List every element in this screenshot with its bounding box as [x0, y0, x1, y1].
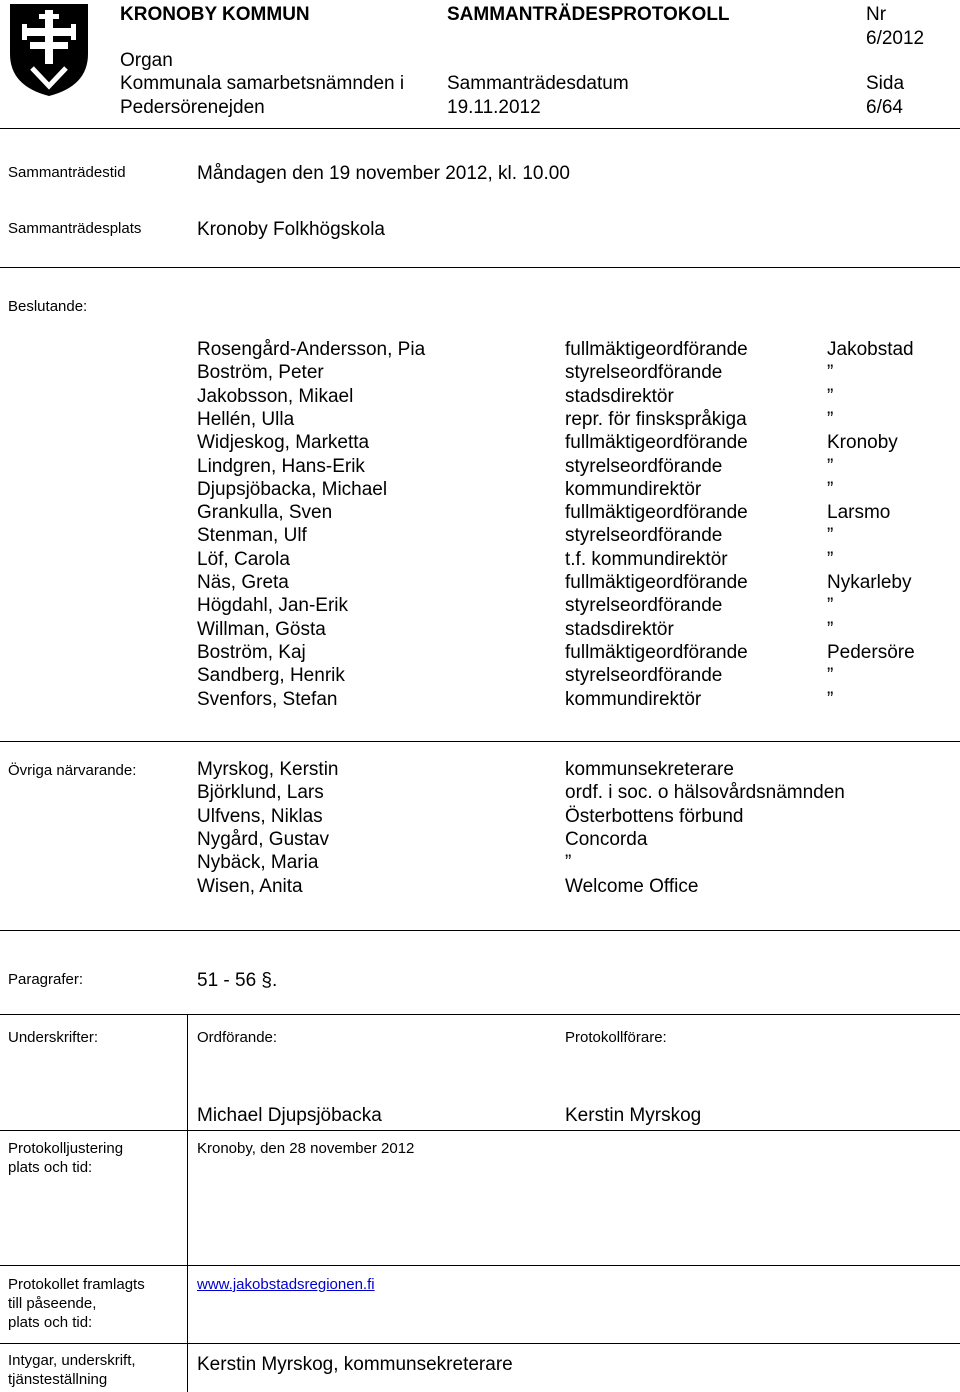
nr-value: 6/2012	[866, 28, 925, 49]
secretary-signature-name: Kerstin Myrskog	[565, 1105, 702, 1126]
member-name: Boström, Peter	[197, 362, 324, 384]
organ-name-line1: Kommunala samarbetsnämnden i	[120, 73, 405, 94]
member-name: Sandberg, Henrik	[197, 665, 345, 687]
other-present-row	[0, 782, 960, 805]
attendee-role: Österbottens förbund	[565, 805, 744, 827]
header-divider	[0, 128, 960, 129]
member-municipality: ”	[827, 525, 834, 547]
member-municipality: Larsmo	[827, 502, 891, 524]
section-divider	[0, 930, 960, 931]
attendee-role: Concorda	[565, 828, 648, 850]
member-name: Willman, Gösta	[197, 618, 326, 640]
member-role: kommundirektör	[565, 688, 702, 710]
member-name: Boström, Kaj	[197, 641, 306, 663]
attendee-name: Ulfvens, Niklas	[197, 805, 323, 827]
attendee-name: Myrskog, Kerstin	[197, 759, 339, 780]
decision-maker-row	[0, 479, 960, 502]
member-municipality: ”	[827, 478, 834, 500]
decision-maker-row	[0, 619, 960, 642]
member-name: Löf, Carola	[197, 548, 290, 570]
member-name: Lindgren, Hans-Erik	[197, 455, 365, 477]
member-role: styrelseordförande	[565, 525, 723, 547]
member-municipality: Pedersöre	[827, 641, 915, 663]
decision-maker-row	[0, 386, 960, 409]
member-role: fullmäktigeordförande	[565, 641, 748, 663]
kronoby-coat-of-arms-logo	[8, 2, 90, 98]
nr-label: Nr	[866, 4, 887, 25]
decision-maker-row	[0, 362, 960, 385]
member-role: fullmäktigeordförande	[565, 572, 748, 593]
member-municipality: ”	[827, 385, 834, 407]
other-present-row	[0, 759, 960, 782]
attendee-role: Welcome Office	[565, 875, 699, 897]
adjustment-label-line2: plats och tid:	[8, 1159, 93, 1176]
member-name: Näs, Greta	[197, 572, 289, 593]
other-present-row	[0, 806, 960, 829]
display-label-line2: till påseende,	[8, 1295, 97, 1312]
member-name: Grankulla, Sven	[197, 502, 333, 524]
decision-maker-row	[0, 595, 960, 618]
member-municipality: Nykarleby	[827, 572, 912, 593]
other-present-row	[0, 852, 960, 875]
section-divider	[0, 1130, 960, 1131]
member-role: fullmäktigeordförande	[565, 339, 748, 360]
attendee-name: Wisen, Anita	[197, 875, 303, 897]
member-municipality: Kronoby	[827, 432, 898, 454]
adjustment-value: Kronoby, den 28 november 2012	[197, 1140, 415, 1157]
section-divider	[0, 267, 960, 268]
municipality-name: KRONOBY KOMMUN	[120, 4, 310, 25]
secretary-label: Protokollförare:	[565, 1029, 667, 1046]
certificate-value: Kerstin Myrskog, kommunsekreterare	[197, 1354, 513, 1375]
member-municipality: ”	[827, 618, 834, 640]
decision-maker-row	[0, 665, 960, 688]
decision-maker-row	[0, 689, 960, 712]
member-name: Rosengård-Andersson, Pia	[197, 339, 426, 360]
member-role: repr. för finskspråkiga	[565, 408, 747, 430]
decision-maker-row	[0, 339, 960, 362]
decision-maker-row	[0, 456, 960, 479]
decision-maker-row	[0, 432, 960, 455]
member-role: styrelseordförande	[565, 362, 723, 384]
member-role: t.f. kommundirektör	[565, 548, 728, 570]
member-municipality: Jakobstad	[827, 339, 914, 360]
section-divider	[0, 1014, 960, 1015]
display-label-line1: Protokollet framlagts	[8, 1276, 145, 1293]
other-present-row	[0, 829, 960, 852]
decision-maker-row	[0, 502, 960, 525]
member-municipality: ”	[827, 548, 834, 570]
decision-maker-row	[0, 525, 960, 548]
meeting-date-label: Sammanträdesdatum	[447, 73, 629, 94]
page-label: Sida	[866, 73, 905, 94]
member-role: styrelseordförande	[565, 595, 723, 617]
attendee-name: Nybäck, Maria	[197, 852, 319, 874]
decision-maker-row	[0, 549, 960, 572]
member-role: styrelseordförande	[565, 455, 723, 477]
paragraphs-value: 51 - 56 §.	[197, 970, 278, 991]
paragraphs-label: Paragrafer:	[8, 971, 84, 988]
member-municipality: ”	[827, 362, 834, 384]
website-link[interactable]: www.jakobstadsregionen.fi	[197, 1276, 375, 1293]
meeting-date-value: 19.11.2012	[447, 97, 541, 118]
member-name: Djupsjöbacka, Michael	[197, 478, 388, 500]
decision-maker-row	[0, 409, 960, 432]
other-present-row	[0, 876, 960, 899]
vertical-divider	[187, 1130, 188, 1392]
member-name: Högdahl, Jan-Erik	[197, 595, 349, 617]
decision-maker-row	[0, 642, 960, 665]
member-municipality: ”	[827, 665, 834, 687]
chair-signature-name: Michael Djupsjöbacka	[197, 1105, 382, 1126]
signatures-label: Underskrifter:	[8, 1029, 99, 1046]
meeting-time-label: Sammanträdestid	[8, 164, 126, 181]
attendee-role: ordf. i soc. o hälsovårdsnämnden	[565, 782, 845, 804]
member-role: fullmäktigeordförande	[565, 502, 748, 524]
member-municipality: ”	[827, 408, 834, 430]
member-name: Widjeskog, Marketta	[197, 432, 370, 454]
display-label-line3: plats och tid:	[8, 1314, 93, 1331]
page-value: 6/64	[866, 97, 903, 118]
member-role: styrelseordförande	[565, 665, 723, 687]
decision-makers-label: Beslutande:	[8, 298, 88, 315]
others-present-label: Övriga närvarande:	[8, 762, 137, 779]
member-role: stadsdirektör	[565, 618, 674, 640]
member-municipality: ”	[827, 595, 834, 617]
adjustment-label-line1: Protokolljustering	[8, 1140, 124, 1157]
member-municipality: ”	[827, 455, 834, 477]
member-municipality: ”	[827, 688, 834, 710]
section-divider	[0, 1265, 960, 1266]
member-name: Svenfors, Stefan	[197, 688, 338, 710]
attendee-name: Nygård, Gustav	[197, 828, 329, 850]
attendee-role: kommunsekreterare	[565, 759, 734, 780]
section-divider	[0, 741, 960, 742]
decision-maker-row	[0, 572, 960, 595]
meeting-place-label: Sammanträdesplats	[8, 220, 142, 237]
chair-label: Ordförande:	[197, 1029, 278, 1046]
meeting-time-value: Måndagen den 19 november 2012, kl. 10.00	[197, 163, 570, 184]
member-name: Hellén, Ulla	[197, 408, 295, 430]
attendee-name: Björklund, Lars	[197, 782, 324, 804]
section-divider	[0, 1343, 960, 1344]
vertical-divider	[187, 1014, 188, 1130]
member-role: stadsdirektör	[565, 385, 674, 407]
certificate-label-line1: Intygar, underskrift,	[8, 1352, 136, 1369]
organ-label: Organ	[120, 50, 173, 71]
member-name: Stenman, Ulf	[197, 525, 307, 547]
attendee-role: ”	[565, 852, 572, 874]
certificate-label-line2: tjänsteställning	[8, 1371, 108, 1388]
document-title: SAMMANTRÄDESPROTOKOLL	[447, 4, 730, 25]
meeting-place-value: Kronoby Folkhögskola	[197, 219, 385, 240]
member-role: kommundirektör	[565, 478, 702, 500]
organ-name-line2: Pedersörenejden	[120, 97, 265, 118]
member-name: Jakobsson, Mikael	[197, 385, 354, 407]
member-role: fullmäktigeordförande	[565, 432, 748, 454]
